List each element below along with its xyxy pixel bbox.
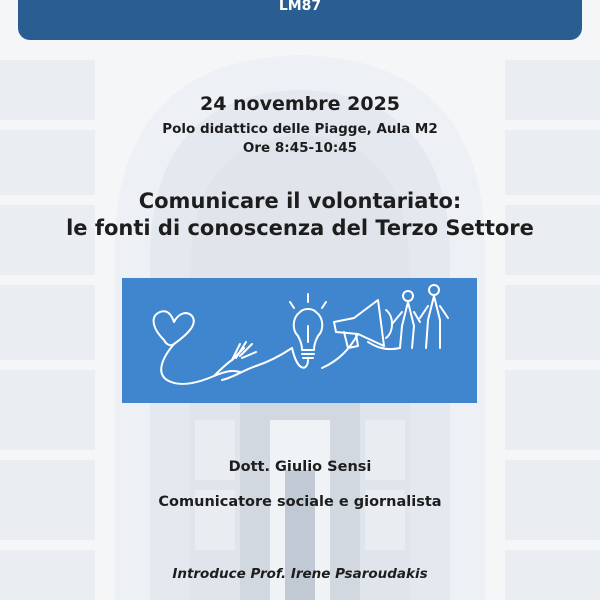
course-code: LM87: [278, 0, 322, 14]
hand-icon: [214, 342, 292, 380]
talk-title-line2: le fonti di conoscenza del Terzo Settore: [66, 216, 534, 240]
talk-title-line1: Comunicare il volontariato:: [138, 189, 462, 213]
heart-icon: [154, 311, 240, 384]
speaker-name: Dott. Giulio Sensi: [228, 459, 372, 475]
volunteering-banner: [122, 278, 477, 403]
megaphone-icon: [322, 300, 392, 368]
event-hours: Ore 8:45-10:45: [242, 140, 358, 156]
event-date: 24 novembre 2025: [199, 93, 401, 115]
speaker-role: Comunicatore sociale e giornalista: [158, 494, 442, 510]
introducer: Introduce Prof. Irene Psaroudakis: [172, 566, 428, 582]
lightbulb-icon: [290, 294, 326, 368]
event-place: Polo didattico delle Piagge, Aula M2: [162, 121, 438, 137]
